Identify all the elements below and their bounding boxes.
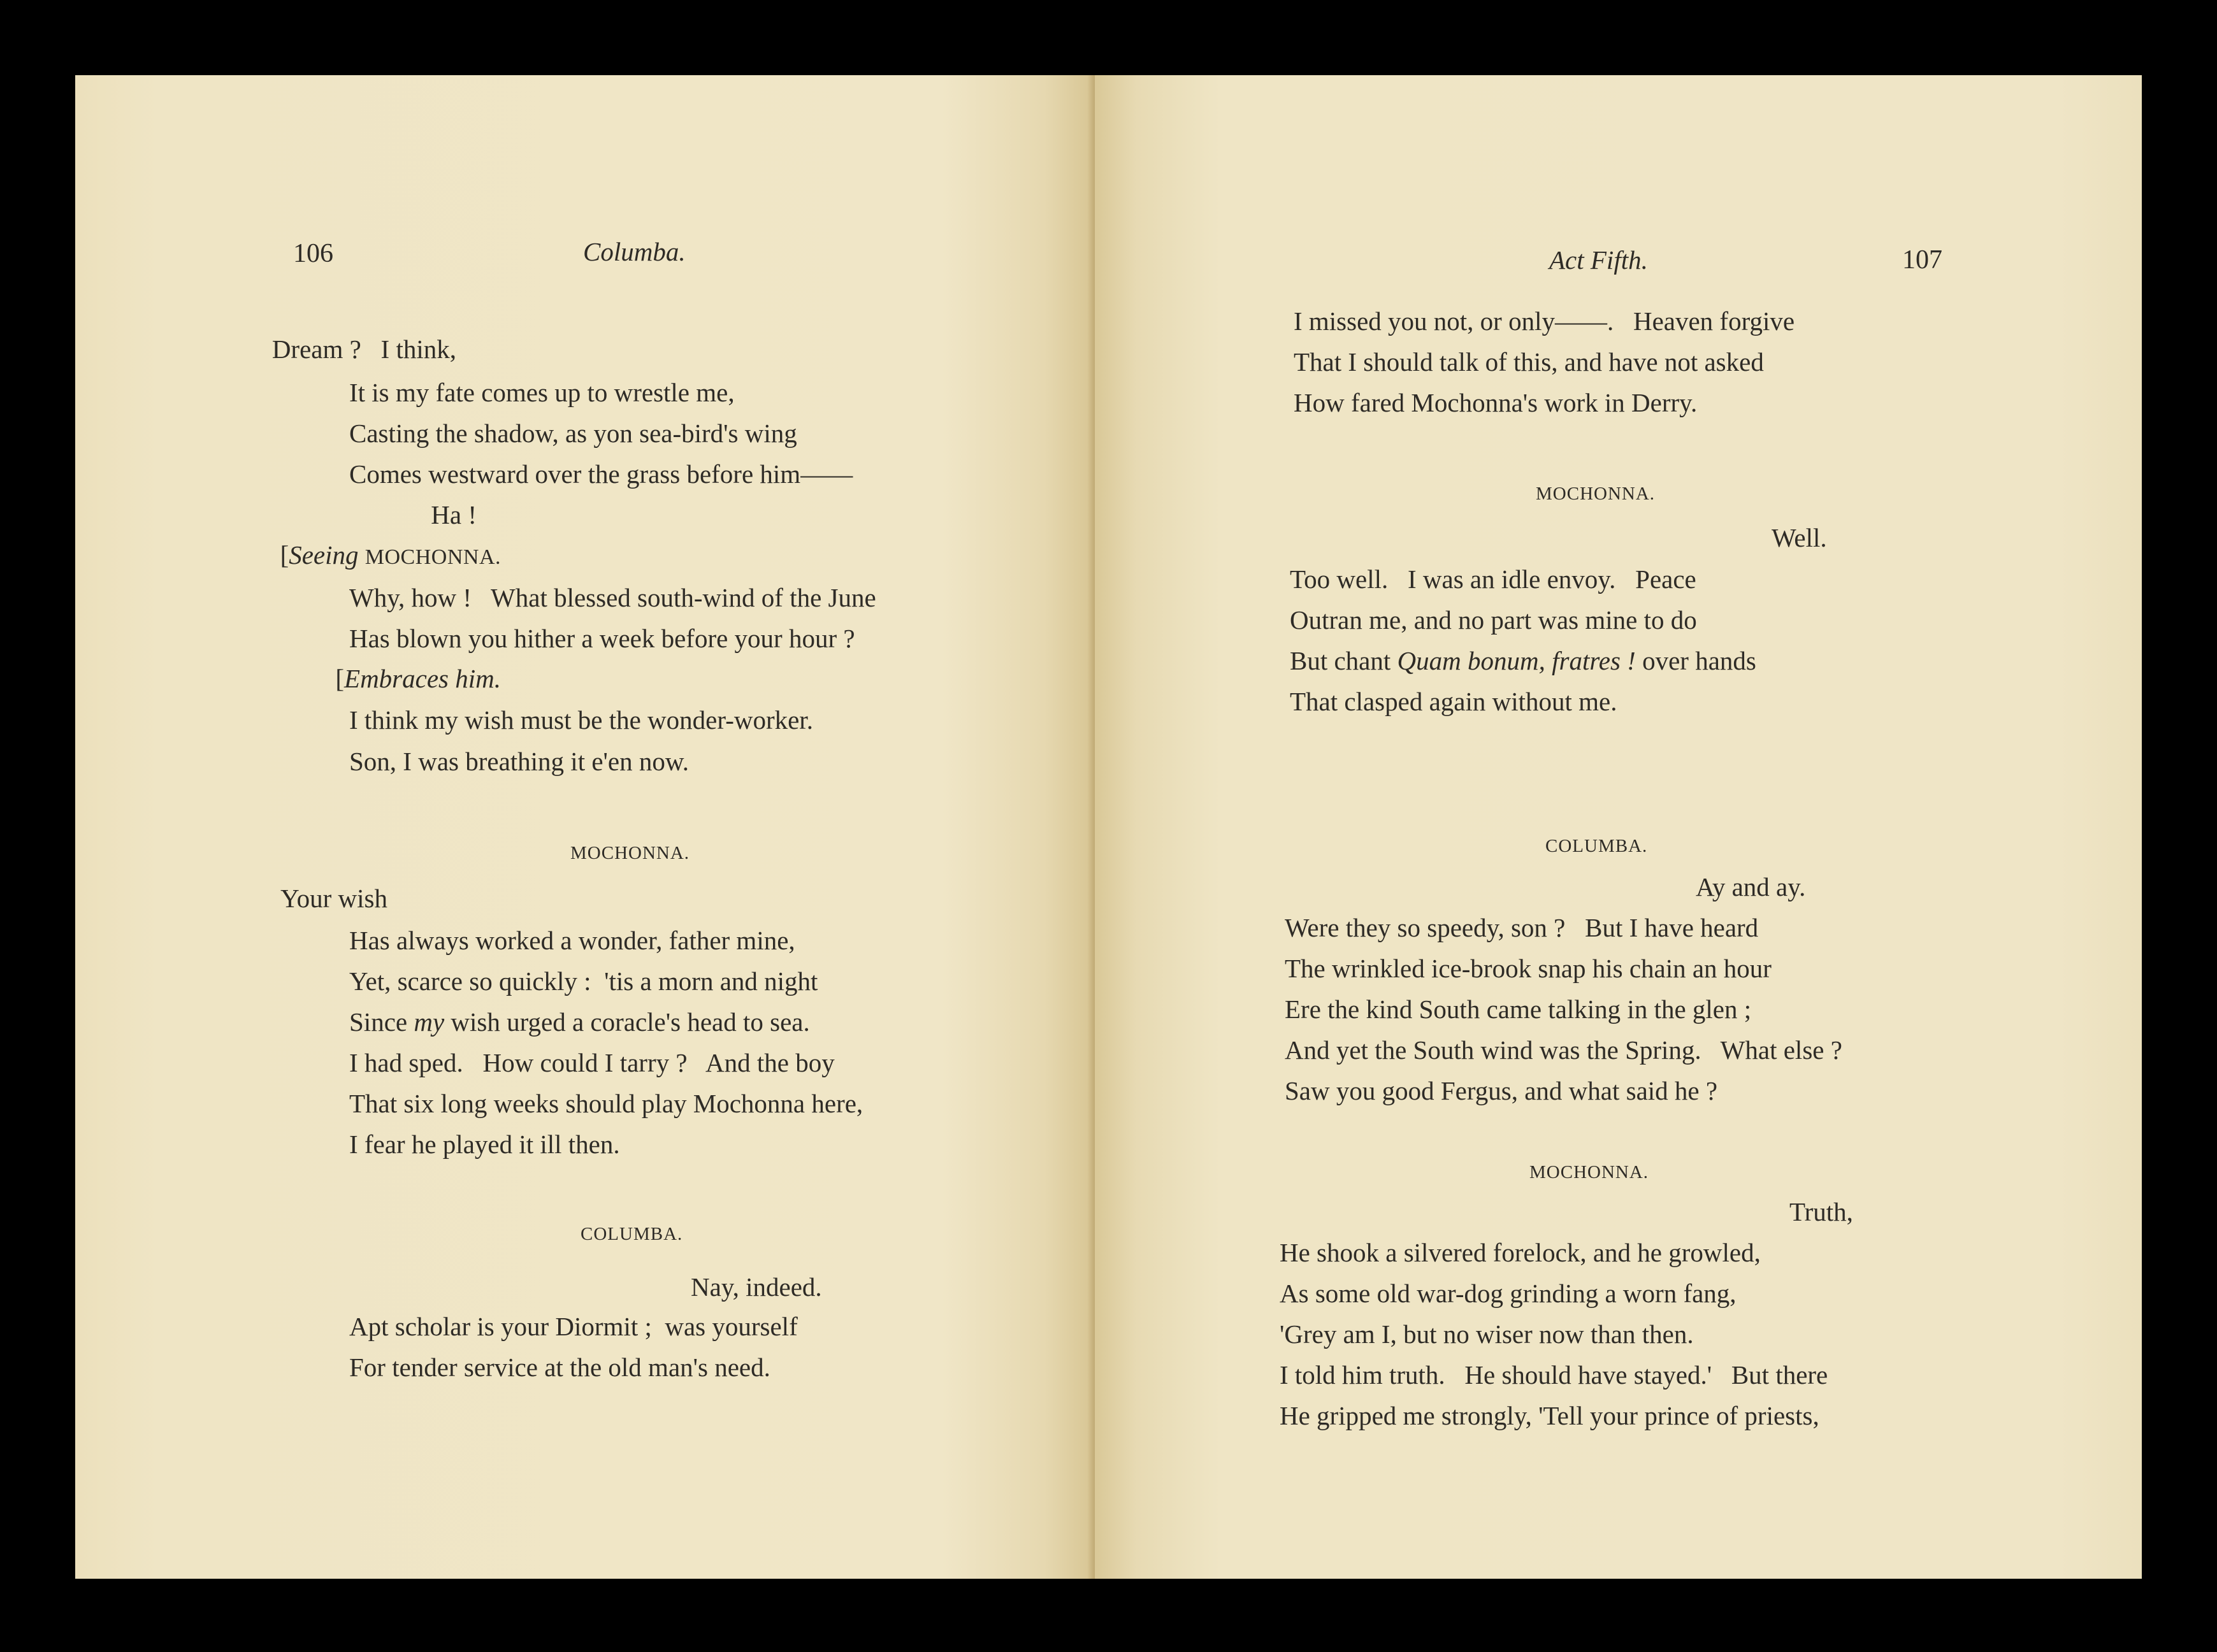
verse-line: Ha ! xyxy=(431,500,477,529)
verse-line: Since my wish urged a coracle's head to sea. xyxy=(349,1007,810,1037)
verse-line: Son, I was breathing it e'en now. xyxy=(349,747,690,776)
verse-line: Ay and ay. xyxy=(1696,872,1806,901)
page-number: 106 xyxy=(293,239,333,268)
left-page xyxy=(75,75,1095,1579)
verse-line: Outran me, and no part was mine to do xyxy=(1290,605,1697,635)
speaker-name: COLUMBA. xyxy=(1545,836,1648,856)
verse-line: Has blown you hither a week before your hour ? xyxy=(349,624,855,653)
verse-line: Yet, scarce so quickly : 'tis a morn and night xyxy=(349,966,818,996)
verse-line: But chant Quam bonum, fratres ! over hands xyxy=(1290,646,1756,675)
verse-line: How fared Mochonna's work in Derry. xyxy=(1294,388,1698,417)
verse-line: Too well. I was an idle envoy. Peace xyxy=(1290,564,1696,594)
running-head: Act Fifth. xyxy=(1549,245,1648,275)
page-number: 107 xyxy=(1902,245,1942,275)
verse-line: That clasped again without me. xyxy=(1290,687,1617,716)
verse-line: Nay, indeed. xyxy=(691,1272,822,1302)
verse-line: Apt scholar is your Diormit ; was yourself xyxy=(349,1312,798,1341)
speaker-name: MOCHONNA. xyxy=(570,843,690,863)
verse-line: 'Grey am I, but no wiser now than then. xyxy=(1280,1319,1694,1349)
verse-line: Dream ? I think, xyxy=(271,334,456,364)
verse-line: Your wish xyxy=(280,884,387,913)
verse-line: That six long weeks should play Mochonna here, xyxy=(349,1089,863,1118)
running-head: Columba. xyxy=(583,237,686,266)
verse-line: Truth, xyxy=(1789,1197,1853,1226)
verse-line: I think my wish must be the wonder-worker. xyxy=(349,705,813,735)
verse-line: Casting the shadow, as yon sea-bird's wing xyxy=(349,419,797,448)
verse-line: For tender service at the old man's need. xyxy=(349,1353,770,1382)
verse-line: Were they so speedy, son ? But I have heard xyxy=(1285,913,1759,942)
verse-line: Saw you good Fergus, and what said he ? xyxy=(1285,1076,1718,1105)
verse-line: It is my fate comes up to wrestle me, xyxy=(349,378,735,407)
stage-direction: [Embraces him. xyxy=(335,664,501,693)
verse-line: He gripped me strongly, 'Tell your prince of priests, xyxy=(1280,1401,1819,1430)
verse-line: Why, how ! What blessed south-wind of the June xyxy=(349,583,876,612)
verse-line: Ere the kind South came talking in the glen ; xyxy=(1285,995,1752,1024)
right-page xyxy=(1095,75,2142,1579)
verse-line: Has always worked a wonder, father mine, xyxy=(349,926,795,955)
verse-line: That I should talk of this, and have not asked xyxy=(1294,347,1764,377)
verse-line: I fear he played it ill then. xyxy=(349,1130,620,1159)
speaker-name: MOCHONNA. xyxy=(1536,484,1656,504)
verse-line: And yet the South wind was the Spring. What else ? xyxy=(1285,1035,1842,1065)
verse-line: Comes westward over the grass before him—— xyxy=(349,459,853,489)
verse-line: Well. xyxy=(1772,523,1827,552)
verse-line: As some old war-dog grinding a worn fang, xyxy=(1280,1279,1737,1308)
stage-direction: [Seeing MOCHONNA. xyxy=(280,540,501,570)
verse-line: I missed you not, or only——. Heaven forgive xyxy=(1294,306,1795,336)
verse-line: The wrinkled ice-brook snap his chain an hour xyxy=(1285,954,1772,983)
speaker-name: MOCHONNA. xyxy=(1529,1162,1649,1182)
verse-line: I told him truth. He should have stayed.' But there xyxy=(1280,1360,1828,1390)
verse-line: I had sped. How could I tarry ? And the boy xyxy=(349,1048,835,1077)
verse-line: He shook a silvered forelock, and he growled, xyxy=(1280,1238,1761,1267)
speaker-name: COLUMBA. xyxy=(581,1224,683,1244)
